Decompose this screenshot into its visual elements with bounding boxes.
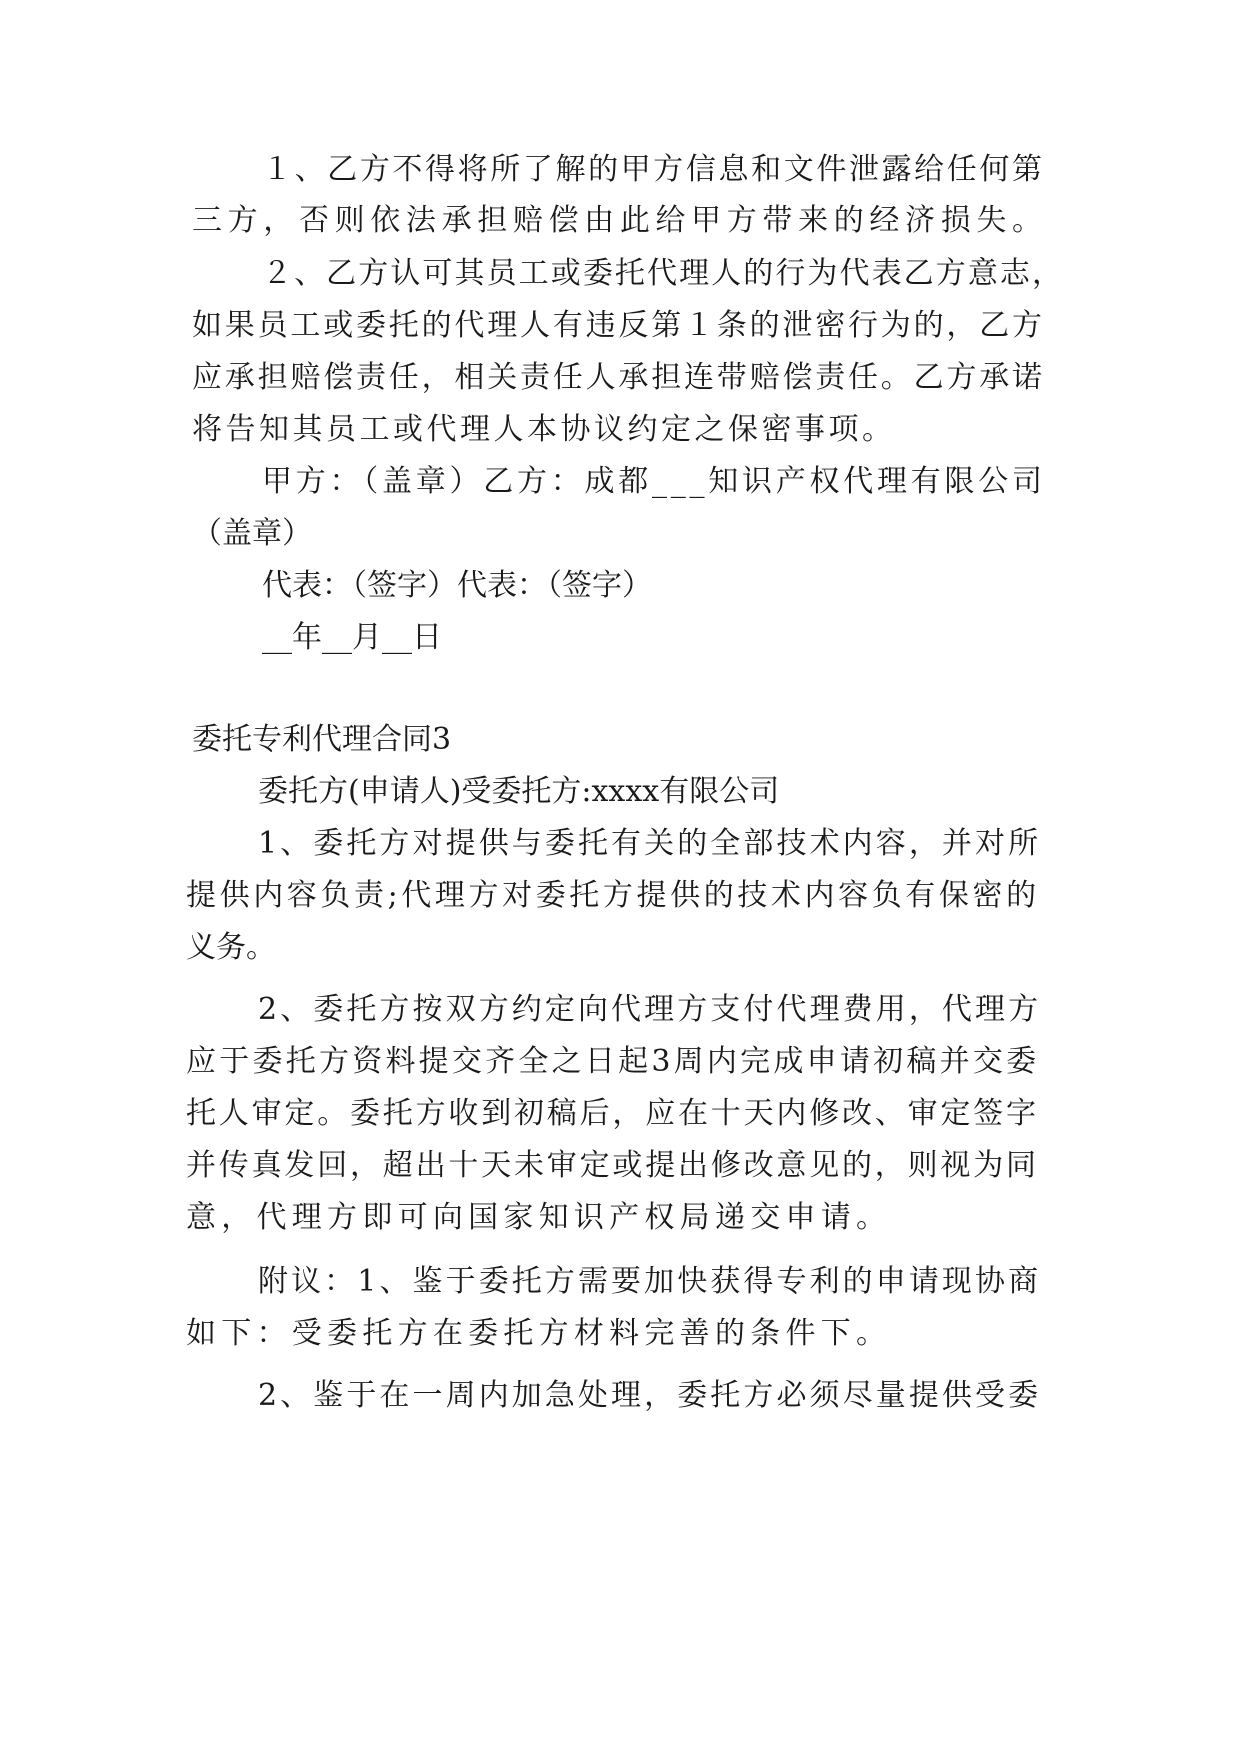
addendum-line-2: 如下：受委托方在委托方材料完善的条件下。 [186,1316,892,1351]
term-2-line-4: 并传真发回，超出十天未审定或提出修改意见的，则视为同 [186,1148,1039,1183]
seal-note: （盖章） [192,516,312,551]
date-line: __年__月__日 [262,620,442,655]
term-2-line-3: 托人审定。委托方收到初稿后，应在十天内修改、审定签字 [186,1096,1039,1131]
clause-1-line-1: １、乙方不得将所了解的甲方信息和文件泄露给任何第 [262,152,1045,187]
term-1-line-2: 提供内容负责;代理方对委托方提供的技术内容负有保密的 [186,878,1040,913]
term-1-line-3: 义务。 [186,930,276,965]
party-seal-line: 甲方：（盖章）乙方：成都___知识产权代理有限公司 [262,464,1046,499]
term-2-line-5: 意，代理方即可向国家知识产权局递交申请。 [186,1200,892,1235]
clause-2-line-1: ２、乙方认可其员工或委托代理人的行为代表乙方意志， [262,256,1065,291]
addendum-line-1: 附议：1、鉴于委托方需要加快获得专利的申请现协商 [258,1264,1042,1299]
addendum-2-line-1: 2、鉴于在一周内加急处理，委托方必须尽量提供受委 [258,1378,1042,1413]
clause-2-line-3: 应承担赔偿责任，相关责任人承担连带赔偿责任。乙方承诺 [192,360,1045,395]
term-2-line-2: 应于委托方资料提交齐全之日起3周内完成申请初稿并交委 [186,1044,1040,1079]
clause-2-line-4: 将告知其员工或代理人本协议约定之保密事项。 [192,412,896,447]
term-2-line-1: 2、委托方按双方约定向代理方支付代理费用，代理方 [258,992,1042,1027]
representative-signature-line: 代表：（签字）代表：（签字） [262,568,652,603]
section-title: 委托专利代理合同3 [192,722,452,757]
clause-2-line-2: 如果员工或委托的代理人有违反第１条的泄密行为的，乙方 [192,308,1045,343]
term-1-line-1: 1、委托方对提供与委托有关的全部技术内容，并对所 [258,826,1042,861]
parties-line: 委托方(申请人)受委托方:xxxx有限公司 [258,774,780,809]
clause-1-line-2: 三方，否则依法承担赔偿由此给甲方带来的经济损失。 [192,203,1048,238]
